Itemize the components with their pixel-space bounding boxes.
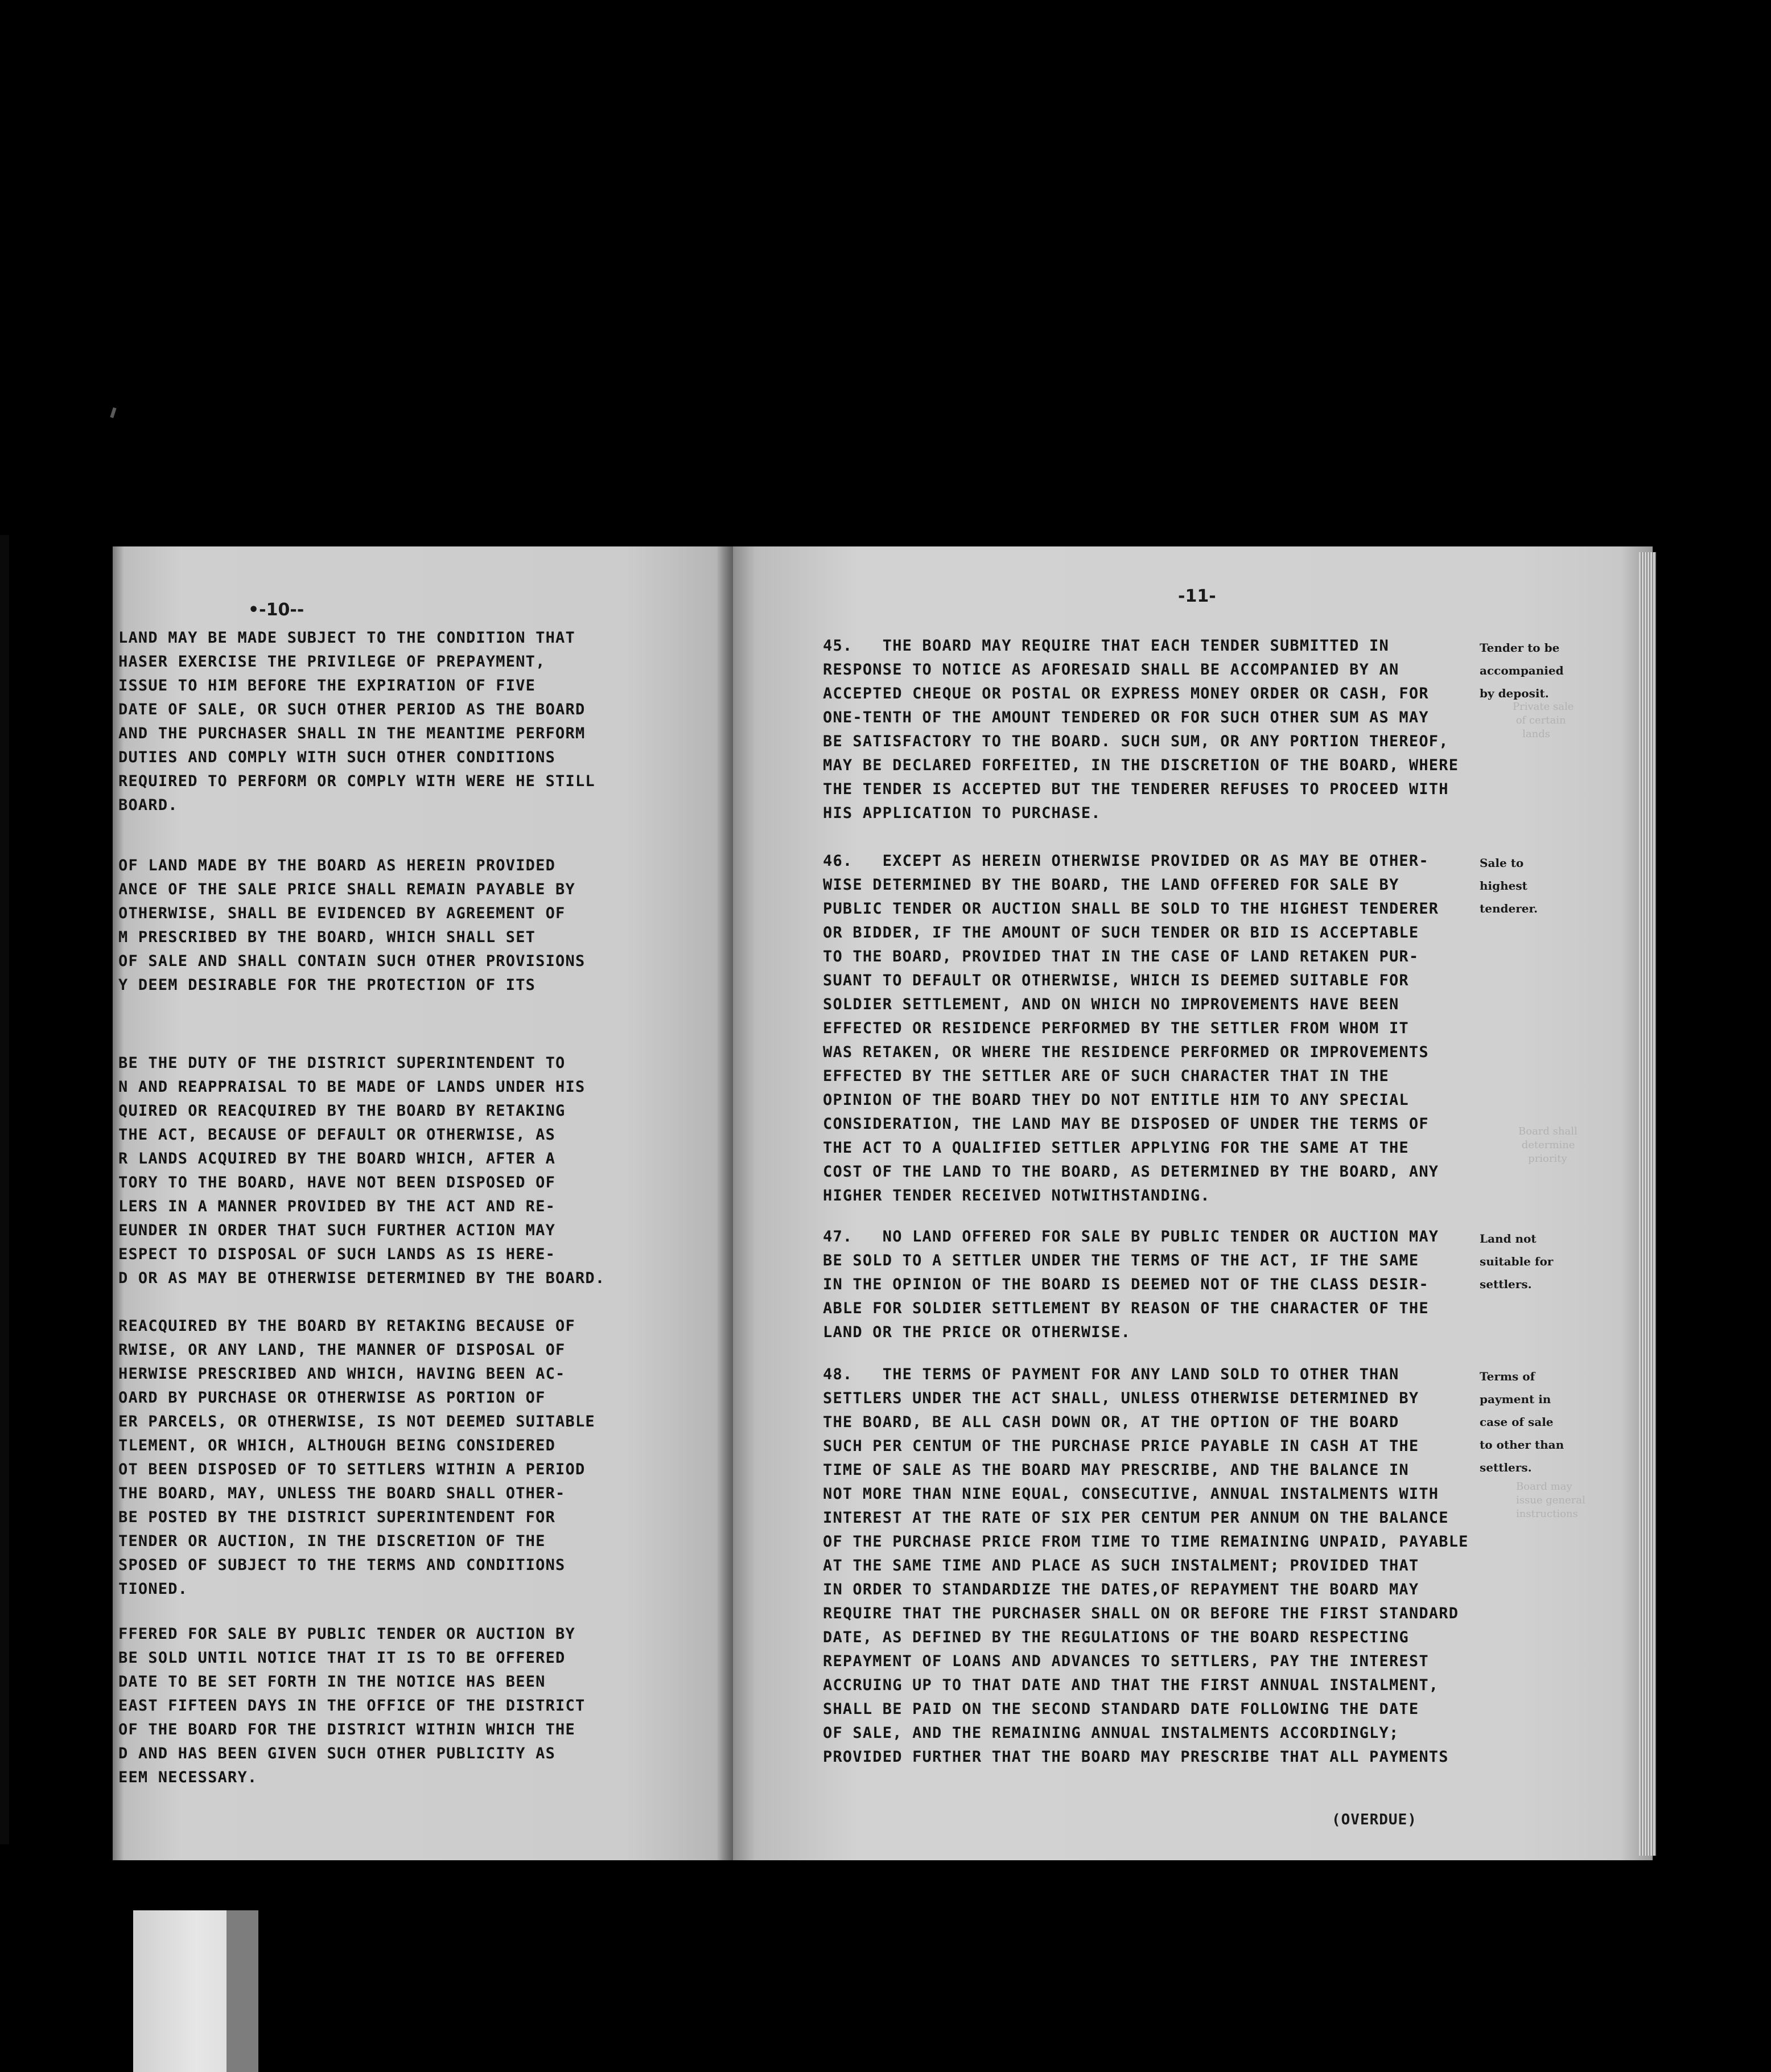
section-45-text: 45. THE BOARD MAY REQUIRE THAT EACH TENDER SUBMITTED IN RESPONSE TO NOTICE AS AFORESAID SHALL BE ACCOMPANIED BY AN ACCEPTED CHEQUE OR POSTAL OR EXPRESS MONEY ORDER OR CASH, FOR ONE-TENTH OF THE AMOUNT TENDERED OR FOR SUCH OTHER SUM AS MAY BE SATISFACTORY TO THE BOARD. SUCH SUM, OR ANY PORTION THEREOF, MAY BE DECLARED FORFEITED, IN THE DISCRETION OF THE BOARD, WHERE THE TENDER IS ACCEPTED BUT THE TENDERER REFUSES TO PROCEED WITH HIS APPLICATION TO PURCHASE. xyxy=(823,637,1459,822)
left-paragraph-1: LAND MAY BE MADE SUBJECT TO THE CONDITION THAT HASER EXERCISE THE PRIVILEGE OF PREPAYMENT, ISSUE TO HIM BEFORE THE EXPIRATION OF FIVE DATE OF SALE, OR SUCH OTHER PERIOD AS THE BOARD AND THE PURCHASER SHALL IN THE MEANTIME PERFORM DUTIES AND COMPLY WITH SUCH OTHER CONDITIONS REQUIRED TO PERFORM OR COMPLY WITH WERE HE STILL BOARD. xyxy=(118,629,595,814)
bleed-through-text: Private sale of certain lands xyxy=(1513,701,1574,740)
left-paragraph-3: BE THE DUTY OF THE DISTRICT SUPERINTENDENT TO N AND REAPPRAISAL TO BE MADE OF LANDS UNDER HIS QUIRED OR REACQUIRED BY THE BOARD BY RETAKING THE ACT, BECAUSE OF DEFAULT OR OTHERWISE, AS R LANDS ACQUIRED BY THE BOARD WHICH, AFTER A TORY TO THE BOARD, HAVE NOT BEEN DISPOSED OF LERS IN A MANNER PROVIDED BY THE ACT AND RE- EUNDER IN ORDER THAT SUCH FURTHER ACTION MAY ESPECT TO DISPOSAL OF SUCH LANDS AS IS HERE- D OR AS MAY BE OTHERWISE DETERMINED BY THE BOARD. xyxy=(118,1054,606,1287)
left-page xyxy=(113,546,733,1860)
right-page xyxy=(733,546,1653,1860)
book-spread xyxy=(113,546,1653,1860)
section-47-text: 47. NO LAND OFFERED FOR SALE BY PUBLIC TENDER OR AUCTION MAY BE SOLD TO A SETTLER UNDER THE TERMS OF THE ACT, IF THE SAME IN THE OPINION OF THE BOARD IS DEEMED NOT OF THE CLASS DESIR- ABLE FOR SOLDIER SETTLEMENT BY REASON OF THE CHARACTER OF THE LAND OR THE PRICE OR OTHERWISE. xyxy=(823,1228,1439,1341)
section-48-text: 48. THE TERMS OF PAYMENT FOR ANY LAND SOLD TO OTHER THAN SETTLERS UNDER THE ACT SHALL, UNLESS OTHERWISE DETERMINED BY THE BOARD, BE ALL CASH DOWN OR, AT THE OPTION OF THE BOARD SUCH PER CENTUM OF THE PURCHASE PRICE PAYABLE IN CASH AT THE TIME OF SALE AS THE BOARD MAY PRESCRIBE, AND THE BALANCE IN NOT MORE THAN NINE EQUAL, CONSECUTIVE, ANNUAL INSTALMENTS WITH INTEREST AT THE RATE OF SIX PER CENTUM PER ANNUM ON THE BALANCE OF THE PURCHASE PRICE FROM TIME TO TIME REMAINING UNPAID, PAYABLE AT THE SAME TIME AND PLACE AS SUCH INSTALMENT; PROVIDED THAT IN ORDER TO STANDARDIZE THE DATES,OF REPAYMENT THE BOARD MAY REQUIRE THAT THE PURCHASER SHALL ON OR BEFORE THE FIRST STANDARD DATE, AS DEFINED BY THE REGULATIONS OF THE BOARD RESPECTING REPAYMENT OF LOANS AND ADVANCES TO SETTLERS, PAY THE INTEREST ACCRUING UP TO THAT DATE AND THAT THE FIRST ANNUAL INSTALMENT, SHALL BE PAID ON THE SECOND STANDARD DATE FOLLOWING THE DATE OF SALE, AND THE REMAINING ANNUAL INSTALMENTS ACCORDINGLY; PROVIDED FURTHER THAT THE BOARD MAY PRESCRIBE THAT ALL PAYMENTS xyxy=(823,1366,1469,1766)
bleed-through-text: Board shall determine priority xyxy=(1518,1125,1578,1165)
right-page-number: -11- xyxy=(1178,586,1216,606)
margin-note-terms-of-payment: Terms of payment in case of sale to other than settlers. xyxy=(1480,1370,1564,1474)
dust-speck xyxy=(110,408,116,418)
left-paragraph-2: OF LAND MADE BY THE BOARD AS HEREIN PROVIDED ANCE OF THE SALE PRICE SHALL REMAIN PAYABLE BY OTHERWISE, SHALL BE EVIDENCED BY AGREEMENT OF M PRESCRIBED BY THE BOARD, WHICH SHALL SET OF SALE AND SHALL CONTAIN SUCH OTHER PROVISIONS Y DEEM DESIRABLE FOR THE PROTECTION OF ITS xyxy=(118,857,586,994)
left-paragraph-4: REACQUIRED BY THE BOARD BY RETAKING BECAUSE OF RWISE, OR ANY LAND, THE MANNER OF DISPOSAL OF HERWISE PRESCRIBED AND WHICH, HAVING BEEN AC- OARD BY PURCHASE OR OTHERWISE AS PORTION OF ER PARCELS, OR OTHERWISE, IS NOT DEEMED SUITABLE TLEMENT, OR WHICH, ALTHOUGH BEING CONSIDERED OT BEEN DISPOSED OF TO SETTLERS WITHIN A PERIOD THE BOARD, MAY, UNLESS THE BOARD SHALL OTHER- BE POSTED BY THE DISTRICT SUPERINTENDENT FOR TENDER OR AUCTION, IN THE DISCRETION OF THE SPOSED OF SUBJECT TO THE TERMS AND CONDITIONS TIONED. xyxy=(118,1317,595,1598)
margin-note-highest-tenderer: Sale to highest tenderer. xyxy=(1480,856,1538,915)
page-edge-stack xyxy=(1639,552,1656,1856)
left-paragraph-5: FFERED FOR SALE BY PUBLIC TENDER OR AUCTION BY BE SOLD UNTIL NOTICE THAT IT IS TO BE OFFERED DATE TO BE SET FORTH IN THE NOTICE HAS BEEN EAST FIFTEEN DAYS IN THE OFFICE OF THE DISTRICT OF THE BOARD FOR THE DISTRICT WITHIN WHICH THE D AND HAS BEEN GIVEN SUCH OTHER PUBLICITY AS EEM NECESSARY. xyxy=(118,1625,586,1786)
film-label-tab xyxy=(133,1910,258,2072)
footer-note: (OVERDUE) xyxy=(1332,1811,1417,1828)
left-page-number: •-10-- xyxy=(248,600,304,620)
bleed-through-text: Board may issue general instructions xyxy=(1516,1481,1585,1520)
section-46-text: 46. EXCEPT AS HEREIN OTHERWISE PROVIDED OR AS MAY BE OTHER- WISE DETERMINED BY THE BOARD, THE LAND OFFERED FOR SALE BY PUBLIC TENDER OR AUCTION SHALL BE SOLD TO THE HIGHEST TENDERER OR BIDDER, IF THE AMOUNT OF SUCH TENDER OR BID IS ACCEPTABLE TO THE BOARD, PROVIDED THAT IN THE CASE OF LAND RETAKEN PUR- SUANT TO DEFAULT OR OTHERWISE, WHICH IS DEEMED SUITABLE FOR SOLDIER SETTLEMENT, AND ON WHICH NO IMPROVEMENTS HAVE BEEN EFFECTED OR RESIDENCE PERFORMED BY THE SETTLER FROM WHOM IT WAS RETAKEN, OR WHERE THE RESIDENCE PERFORMED OR IMPROVEMENTS EFFECTED BY THE SETTLER ARE OF SUCH CHARACTER THAT IN THE OPINION OF THE BOARD THEY DO NOT ENTITLE HIM TO ANY SPECIAL CONSIDERATION, THE LAND MAY BE DISPOSED OF UNDER THE TERMS OF THE ACT TO A QUALIFIED SETTLER APPLYING FOR THE SAME AT THE COST OF THE LAND TO THE BOARD, AS DETERMINED BY THE BOARD, ANY HIGHER TENDER RECEIVED NOTWITHSTANDING. xyxy=(823,852,1439,1204)
margin-note-land-not-suitable: Land not suitable for settlers. xyxy=(1480,1232,1554,1291)
adjacent-frame-strip xyxy=(0,535,9,1844)
margin-note-tender-deposit: Tender to be accompanied by deposit. xyxy=(1480,641,1564,700)
